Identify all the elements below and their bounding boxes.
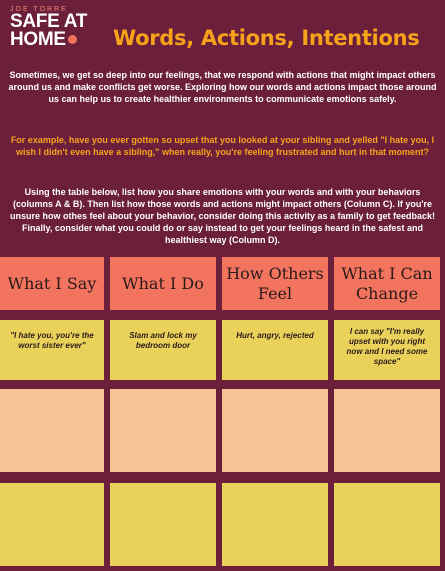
empty-cell-yellow-4[interactable] [334,483,440,566]
intro-paragraph: Sometimes, we get so deep into our feelings, that we respond with actions that might impact others around us and make conflicts get worse. Exploring how our words and actions impact those around us can help us to create healthier environments to communicate emotions safely. [8,70,437,104]
column-header-what-i-say: What I Say [0,257,104,310]
logo-subtitle: JOE TORRE [10,6,68,13]
logo [10,6,105,49]
page-title: Words, Actions, Intentions [113,26,420,50]
example-cell-what-i-say: "I hate you, you're the worst sister ever" [0,320,104,380]
column-header-what-i-do: What I Do [110,257,216,310]
empty-cell-peach-2[interactable] [110,389,216,472]
column-header-what-i-can-change: What I Can Change [334,257,440,310]
instructions-paragraph: Using the table below, list how you share emotions with your words and with your behaviors (columns A & B). Then list how those words and actions might impact others (Column C). If you're unsure how othes feel about your behavior, consider doing this activity as a family to get feedback! Finally, consider what you could do or say instead to get your feelings heard in the safest and healthiest way (Column D). [9,187,436,245]
column-header-how-others-feel: How Others Feel [222,257,328,310]
example-cell-what-i-can-change: I can say "I'm really upset with you right now and I need some space" [334,320,440,380]
empty-cell-yellow-1[interactable] [0,483,104,566]
logo-line-2-text: HOME [10,29,66,50]
empty-cell-peach-1[interactable] [0,389,104,472]
example-paragraph: For example, have you ever gotten so upset that you looked at your sibling and yelled "I hate you, I wish I didn't even have a sibling," when really, you're feeling frustrated and hurt in that moment? [10,135,435,157]
empty-cell-peach-3[interactable] [222,389,328,472]
empty-cell-yellow-3[interactable] [222,483,328,566]
example-cell-how-others-feel: Hurt, angry, rejected [222,320,328,380]
empty-cell-peach-4[interactable] [334,389,440,472]
logo-line-2 [10,31,105,49]
activity-table [0,257,445,571]
logo-dot-icon [68,35,77,44]
logo-line-1: SAFE AT [10,11,88,32]
example-cell-what-i-do: Slam and lock my bedroom door [110,320,216,380]
empty-cell-yellow-2[interactable] [110,483,216,566]
